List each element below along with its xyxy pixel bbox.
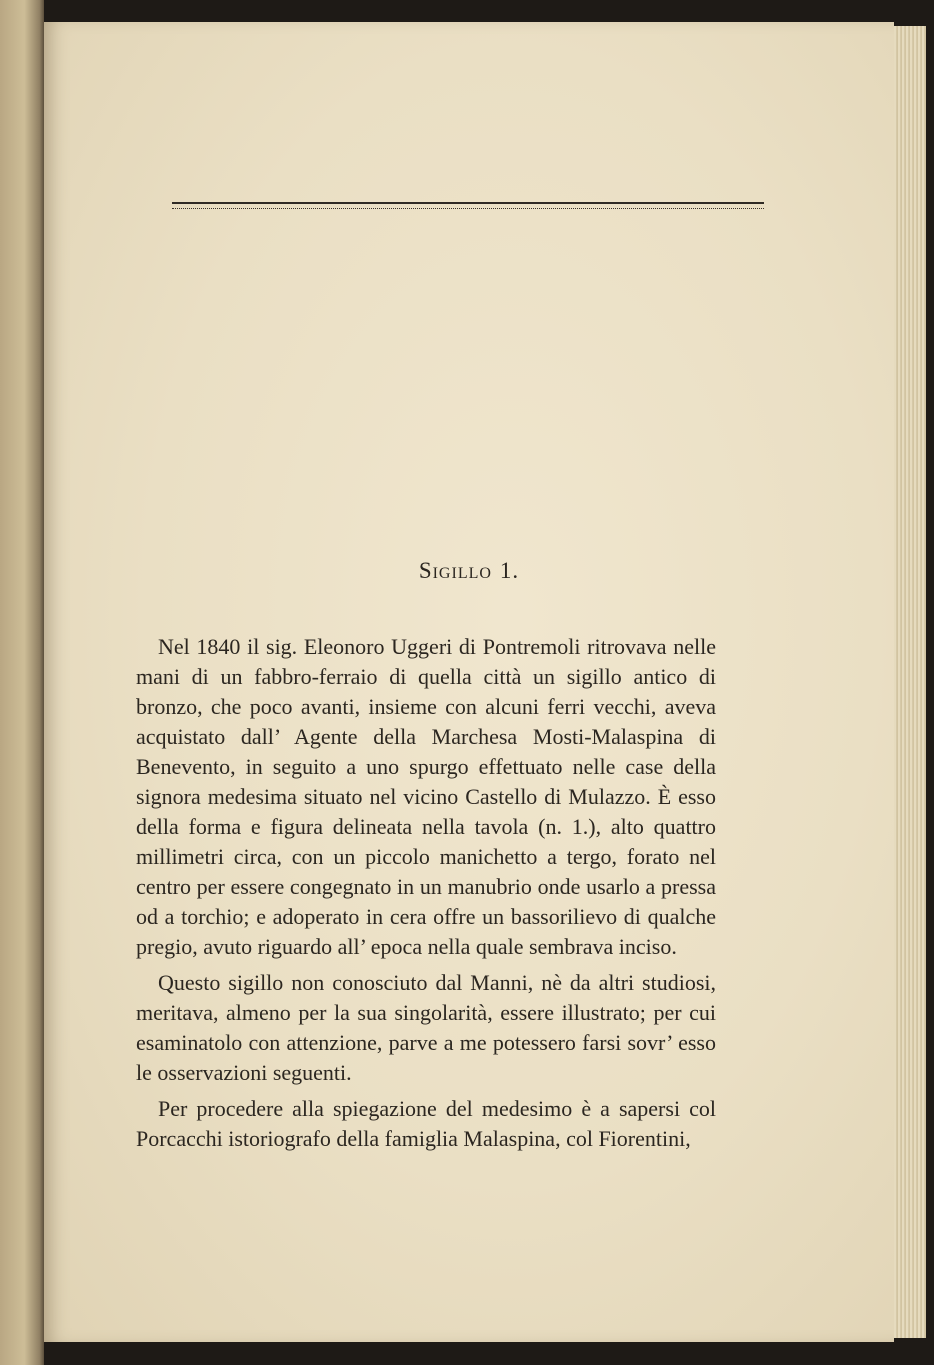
body-text xyxy=(136,632,716,1160)
paragraph: Nel 1840 il sig. Eleonoro Uggeri di Pontremoli ritrovava nelle mani di un fabbro-ferraio di quella città un sigillo antico di bronzo, che poco avanti, insieme con alcuni ferri vecchi, aveva acquistato dall’ Agente della Marchesa Mosti-Malaspina di Benevento, in seguito a uno spurgo effettuato nelle case della signora medesima situato nel vicino Castello di Mulazzo. È esso della forma e figura delineata nella tavola (n. 1.), alto quattro millimetri circa, con un piccolo manichetto a tergo, forato nel centro per essere congegnato in un manubrio onde usarlo a pressa od a torchio; e adoperato in cera offre un bassorilievo di qualche pregio, avuto riguardo all’ epoca nella quale sembrava inciso. xyxy=(136,634,716,959)
page-sheet xyxy=(44,22,894,1342)
header-dotted-rule xyxy=(172,208,764,209)
heading-number: 1. xyxy=(499,558,520,583)
paragraph: Questo sigillo non conosciuto dal Manni, nè da altri studiosi, meritava, almeno per la sua singolarità, essere illustrato; per cui esaminatolo con attenzione, parve a me potessero farsi sovr’ esso le osservazioni seguenti. xyxy=(136,970,716,1085)
paragraph: Per procedere alla spiegazione del medesimo è a sapersi col Porcacchi istoriografo della famiglia Malaspina, col Fiorentini, xyxy=(136,1096,716,1151)
header-rule xyxy=(172,202,764,204)
section-heading xyxy=(44,558,894,584)
heading-title: Sigillo xyxy=(418,558,492,583)
page-block-edges xyxy=(894,26,926,1338)
facing-page-edge xyxy=(0,0,44,1365)
